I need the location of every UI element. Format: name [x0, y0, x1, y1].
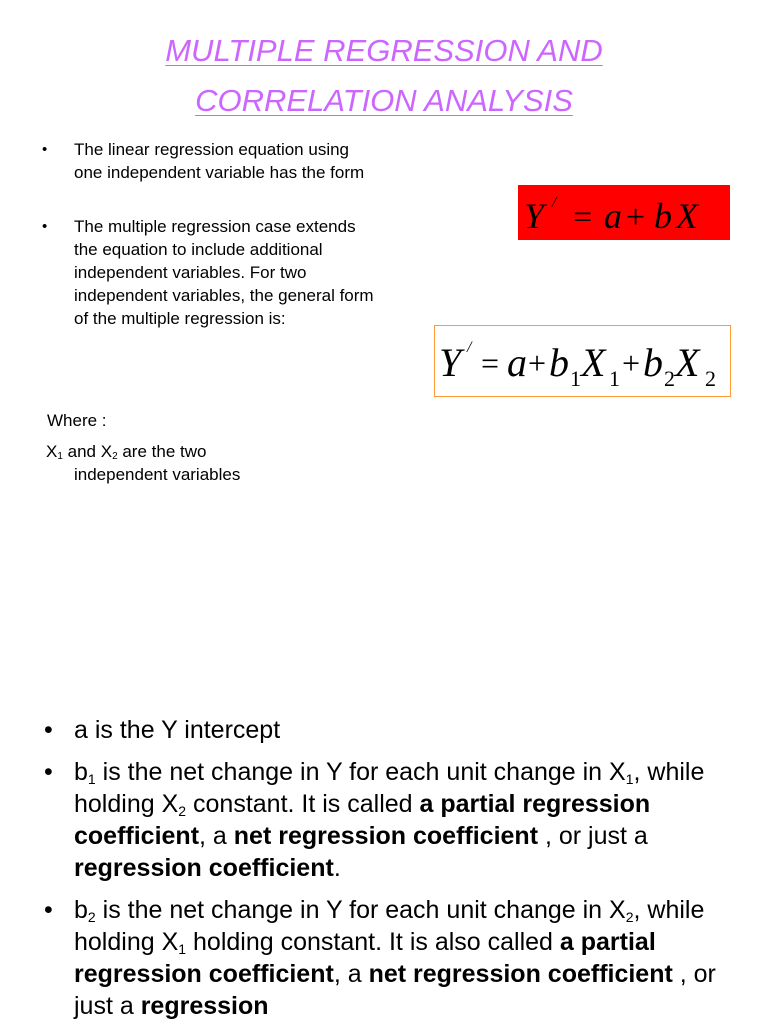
subscript: 2	[625, 909, 634, 925]
text: .	[333, 854, 341, 882]
svg-text:2: 2	[705, 366, 716, 391]
bold-term: regression	[140, 992, 269, 1020]
text: is the net change in Y for each unit change in	[95, 758, 610, 786]
subscript: 1	[625, 771, 634, 787]
svg-text:/: /	[467, 339, 472, 356]
svg-text:+: +	[622, 345, 641, 381]
subscript: 2	[178, 803, 187, 819]
bullet-multiple-regression	[38, 215, 378, 330]
text: , while holding	[74, 896, 705, 956]
bullet-dot: •	[42, 141, 48, 158]
svg-text:X: X	[581, 340, 606, 385]
simple-regression-equation	[518, 185, 730, 240]
text: X	[609, 896, 626, 924]
bullet-dot: •	[44, 896, 53, 924]
text: are the two	[117, 442, 207, 461]
svg-text:+: +	[528, 345, 547, 381]
equation-graphic	[518, 185, 730, 240]
bold-term: a partial regression coefficient	[74, 928, 656, 988]
text: is the net change in Y for each unit change in	[95, 896, 610, 924]
bold-term: regression coefficient	[74, 854, 334, 882]
where-label: Where :	[47, 411, 107, 430]
multiple-regression-equation	[434, 325, 731, 397]
svg-text:1: 1	[609, 366, 620, 391]
svg-text:Y: Y	[439, 340, 462, 385]
text: , a	[199, 822, 234, 850]
subscript: 2	[87, 909, 96, 925]
equation-graphic	[435, 326, 730, 396]
svg-text:=: =	[573, 199, 593, 236]
subscript: 2	[112, 451, 118, 462]
small-bullet-list	[38, 138, 378, 361]
svg-text:b: b	[654, 196, 672, 236]
svg-text:a: a	[507, 340, 527, 385]
text: b	[74, 758, 88, 786]
svg-text:1: 1	[570, 366, 581, 391]
bullet-intercept	[44, 714, 744, 746]
text: X	[161, 928, 179, 956]
bold-term: net regression coefficient	[233, 822, 539, 850]
slide-title	[0, 26, 768, 126]
svg-text:a: a	[604, 196, 622, 236]
title-line-2: CORRELATION ANALYSIS	[195, 83, 573, 118]
text: b	[74, 896, 88, 924]
text: independent variables	[74, 465, 241, 484]
svg-text:b: b	[643, 340, 663, 385]
text: , or just a	[538, 822, 648, 850]
bullet-text: The linear regression equation using one independent variable has the form	[74, 140, 365, 182]
svg-text:+: +	[626, 199, 646, 236]
text: , while holding	[74, 758, 705, 818]
svg-text:=: =	[481, 345, 500, 381]
text: holding constant. It is also called	[186, 928, 560, 956]
var-x: X	[100, 442, 113, 461]
bullet-text: The multiple regression case extends the equation to include additional independent variables. For two independent variables, the general form of the multiple regression is:	[74, 217, 374, 328]
svg-text:Y: Y	[524, 196, 545, 236]
subscript: 1	[57, 451, 63, 462]
text: and	[62, 442, 101, 461]
var-x: X	[46, 442, 58, 461]
subscript: 1	[87, 771, 96, 787]
text: , or just a	[74, 960, 716, 1020]
text: X	[609, 758, 626, 786]
text: , a	[333, 960, 369, 988]
bullet-b2	[44, 894, 744, 1022]
bullet-linear-regression	[38, 138, 378, 184]
svg-text:X: X	[676, 196, 698, 236]
svg-text:/: /	[552, 194, 557, 211]
text: X	[161, 790, 179, 818]
bold-term: net regression coefficient	[368, 960, 673, 988]
subscript: 1	[178, 941, 187, 957]
title-line-1: MULTIPLE REGRESSION AND	[165, 33, 603, 68]
big-bullet-list	[44, 714, 744, 1032]
svg-text:b: b	[549, 340, 569, 385]
bold-term: a partial regression coefficient	[74, 790, 651, 850]
bullet-dot: •	[44, 758, 53, 786]
bullet-dot: •	[42, 218, 48, 235]
bullet-dot: •	[44, 716, 53, 744]
svg-text:X: X	[675, 340, 700, 385]
svg-text:2: 2	[664, 366, 675, 391]
independent-variables-note	[46, 440, 376, 486]
bullet-text: a is the Y intercept	[74, 716, 281, 744]
text: constant. It is called	[186, 790, 420, 818]
bullet-b1	[44, 756, 744, 884]
